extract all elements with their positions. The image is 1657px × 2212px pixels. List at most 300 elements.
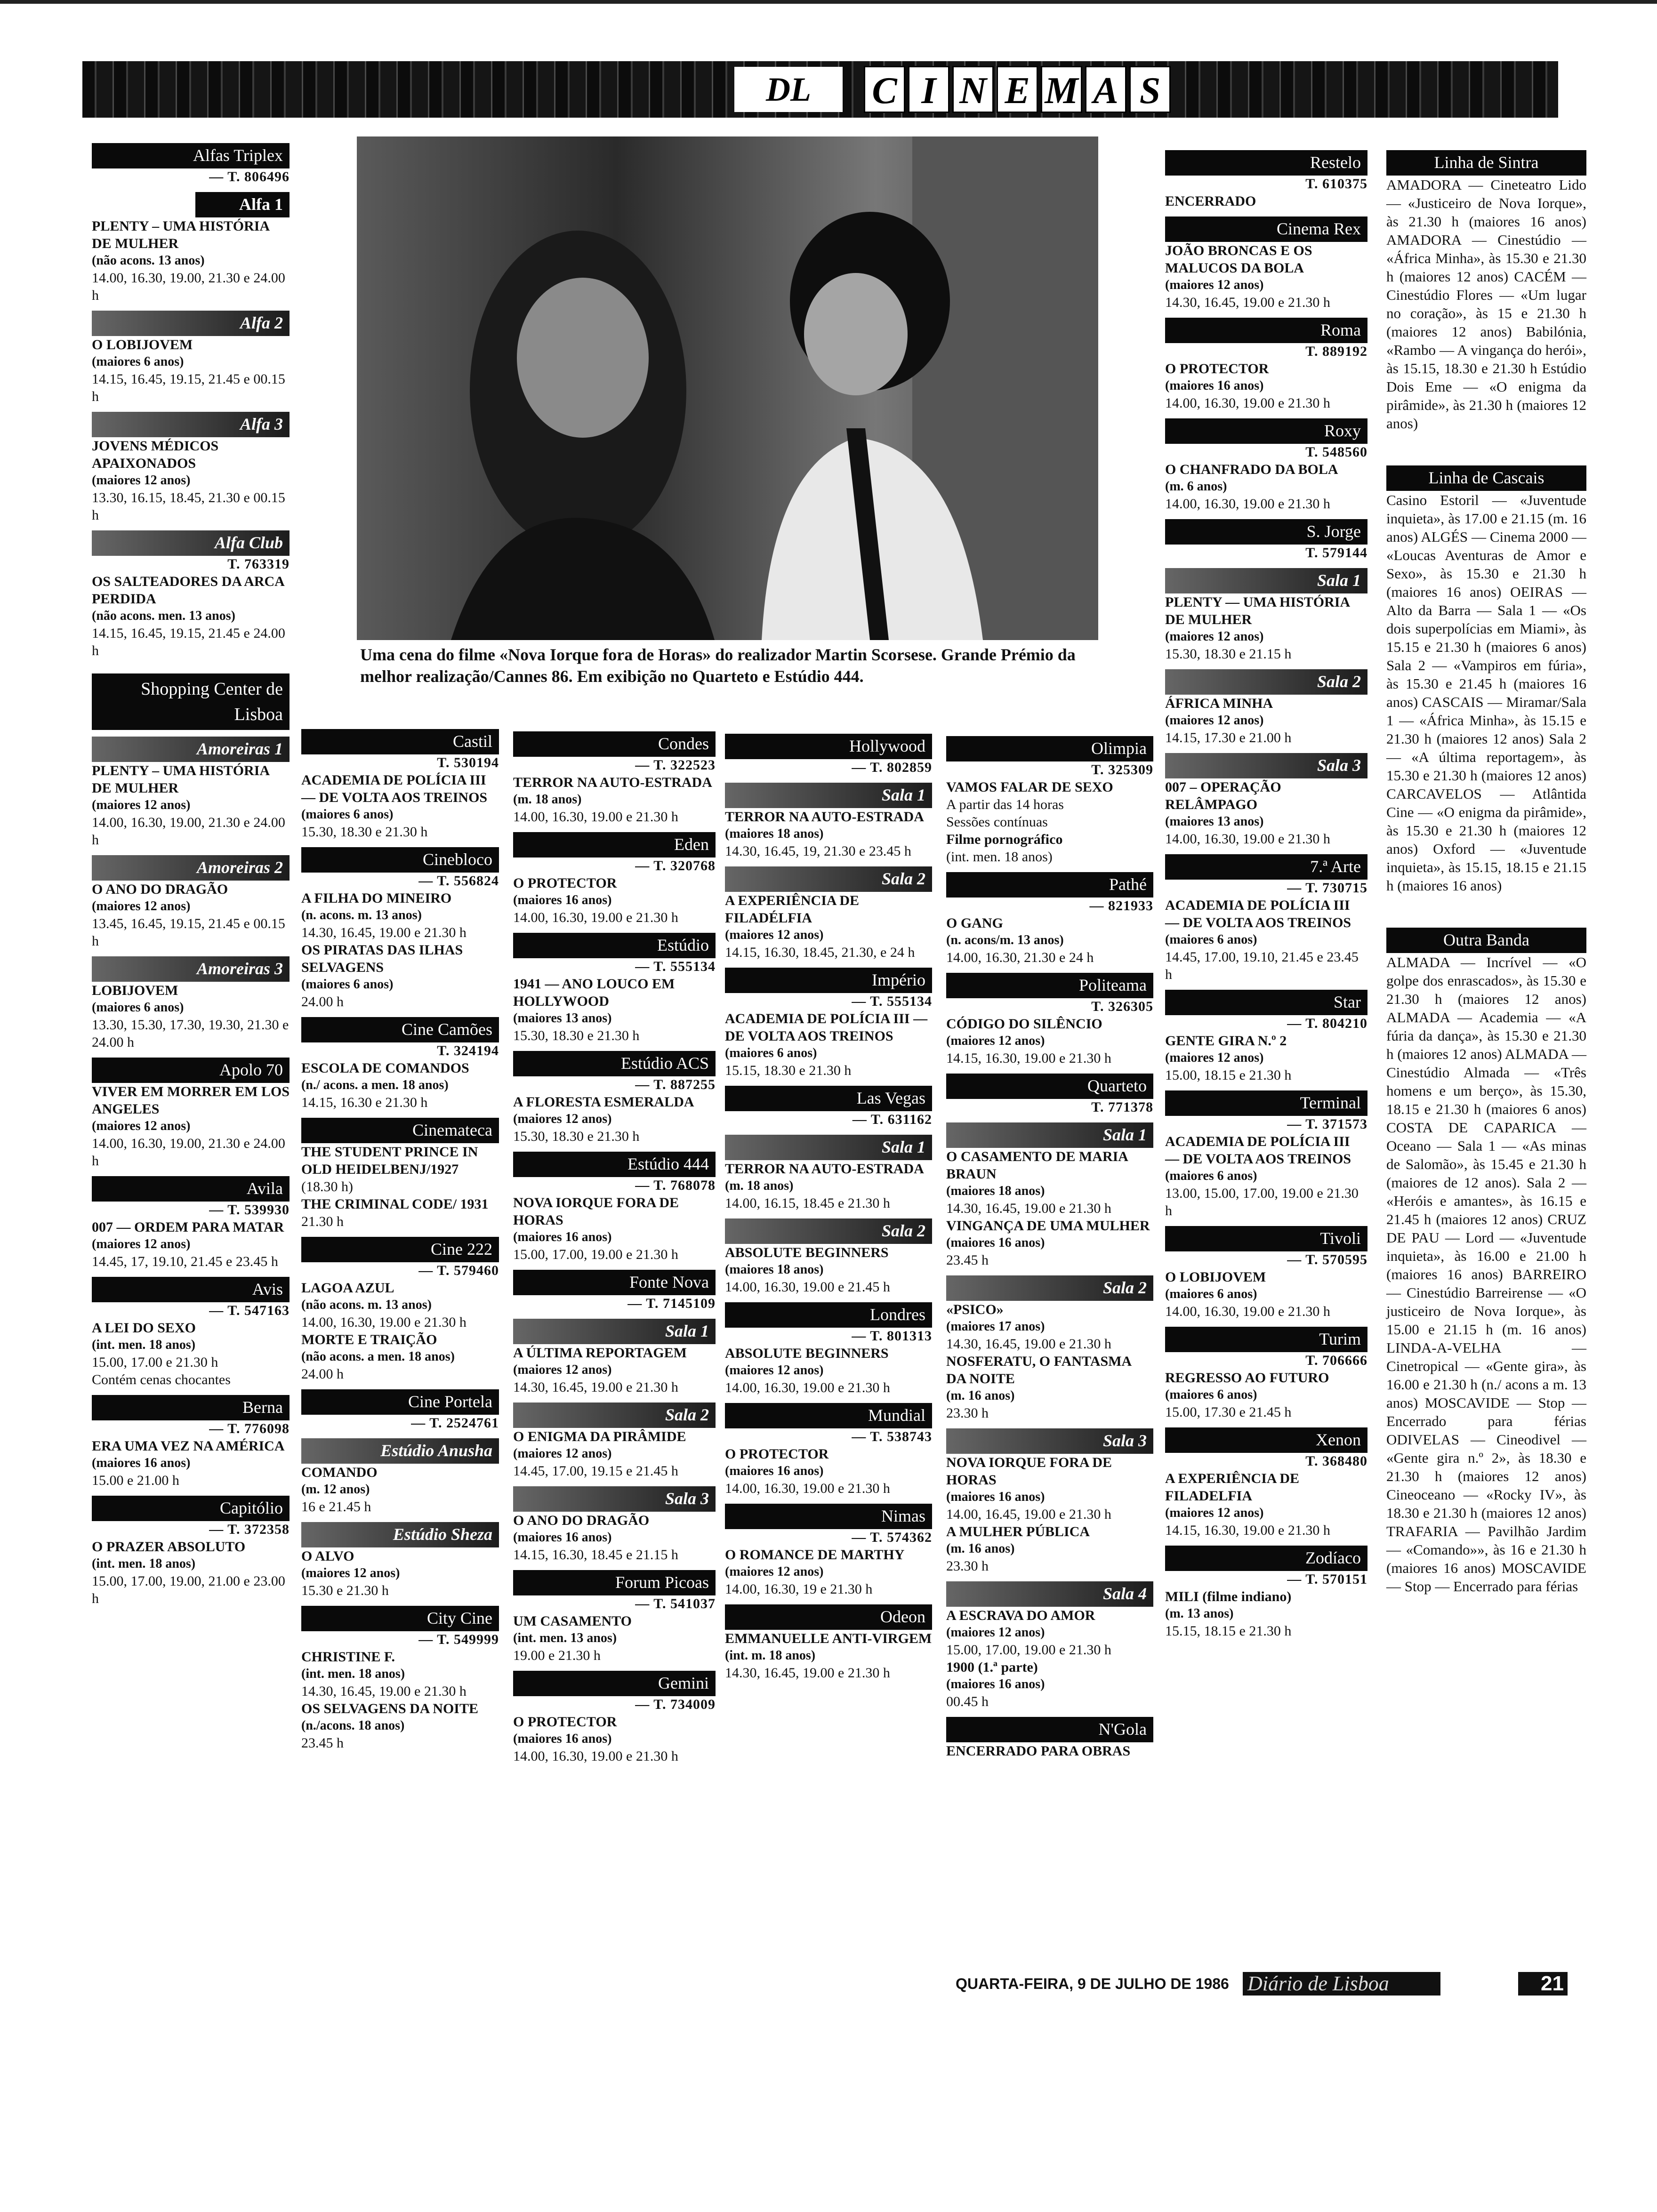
film-title: JOVENS MÉDICOS APAIXONADOS: [92, 438, 219, 471]
cinema-header: Sala 2: [725, 866, 932, 892]
film-title: A ESCRAVA DO AMOR: [946, 1608, 1095, 1623]
age-rating: (maiores 12 anos): [725, 928, 824, 942]
title-letter: A: [1085, 66, 1126, 113]
film-title: VINGANÇA DE UMA MULHER: [946, 1218, 1150, 1234]
age-rating: (maiores 18 anos): [946, 1184, 1045, 1198]
showtimes: 14.15, 16.45, 19.15, 21.45 e 24.00 h: [92, 625, 285, 658]
page-top-rule: [0, 0, 1657, 4]
cinema-header: Sala 1: [725, 783, 932, 808]
film-still-photo: [357, 136, 1098, 640]
age-rating: (maiores 12 anos): [92, 899, 191, 914]
cinema-header: Pathé: [946, 872, 1153, 898]
cinema-header: Zodíaco: [1165, 1546, 1367, 1571]
age-rating: (maiores 12 anos): [92, 798, 191, 812]
cinema-header: Avis: [92, 1277, 290, 1302]
cinema-phone: — 821933: [1089, 898, 1153, 914]
cinema-phone: — T. 555134: [852, 994, 932, 1009]
page-footer: [956, 1971, 1577, 1996]
cinema-phone: — T. 804210: [1287, 1016, 1367, 1031]
age-rating: (maiores 16 anos): [1165, 378, 1264, 393]
age-rating: (int. m. 18 anos): [725, 1648, 816, 1663]
region-header: Linha de Cascais: [1386, 465, 1586, 491]
page-number: 21: [1518, 1972, 1568, 1996]
film-title: O LOBIJOVEM: [1165, 1269, 1266, 1285]
film-title: ENCERRADO PARA OBRAS: [946, 1743, 1131, 1759]
film-title: O ENIGMA DA PIRÂMIDE: [513, 1429, 686, 1444]
age-rating: (n. acons. m. 13 anos): [301, 908, 422, 922]
cinema-header: Cine Portela: [301, 1389, 499, 1415]
showtimes: 14.00, 16.30, 19.00 e 21.30 h: [513, 1748, 678, 1764]
cinema-header: Cinemateca: [301, 1118, 499, 1143]
cinema-header: Apolo 70: [92, 1058, 290, 1083]
cinema-phone: T. 771378: [1091, 1099, 1153, 1115]
age-rating: (maiores 12 anos): [725, 1363, 824, 1378]
film-info: Sessões contínuas: [946, 814, 1048, 830]
age-rating: (maiores 12 anos): [725, 1564, 824, 1579]
age-rating: (maiores 13 anos): [513, 1011, 612, 1026]
cinema-header: Capitólio: [92, 1496, 290, 1521]
film-title: EMMANUELLE ANTI-VIRGEM: [725, 1631, 932, 1646]
age-rating: (maiores 6 anos): [1165, 1169, 1257, 1183]
showtimes: 15.15, 18.15 e 21.30 h: [1165, 1623, 1292, 1639]
showtimes: 14.15, 16.30, 18.45, 21.30, e 24 h: [725, 945, 915, 960]
showtimes: 15.30, 18.30 e 21.30 h: [301, 824, 428, 840]
age-rating: (m. 16 anos): [946, 1541, 1015, 1556]
film-title: PLENTY — UMA HISTÓRIA DE MULHER: [1165, 594, 1350, 627]
cinema-header: Cine 222: [301, 1237, 499, 1262]
cinema-phone: — T. 734009: [635, 1697, 716, 1712]
cinema-header: S. Jorge: [1165, 519, 1367, 545]
cinema-header: Cine Camões: [301, 1017, 499, 1042]
film-title: COMANDO: [301, 1465, 378, 1480]
cinema-header: Mundial: [725, 1403, 932, 1428]
film-title: ABSOLUTE BEGINNERS: [725, 1245, 889, 1260]
showtimes: 13.30, 16.15, 18.45, 21.30 e 00.15 h: [92, 490, 285, 523]
cinema-header: Alfas Triplex: [92, 143, 290, 168]
photo-caption: Uma cena do filme «Nova Iorque fora de Horas» do realizador Martin Scorsese. Grande Prémio da melhor realização/Cannes 86. Em exibição no Quarteto e Estúdio 444.: [360, 645, 1076, 686]
cinema-phone: — T. 538743: [852, 1429, 932, 1444]
cinema-header: Estúdio 444: [513, 1152, 716, 1177]
showtimes: 15.00, 17.00, 19.00, 21.00 e 23.00 h: [92, 1573, 285, 1606]
age-rating: (int. men. 18 anos): [946, 849, 1053, 865]
film-title: ABSOLUTE BEGINNERS: [725, 1346, 889, 1361]
showtimes: 14.00, 16.30, 19.00, 21.30 e 24.00 h: [92, 1136, 285, 1169]
cinema-phone: — T. 2524761: [411, 1415, 499, 1431]
cinema-header: Sala 1: [1165, 568, 1367, 593]
film-title: O CASAMENTO DE MARIA BRAUN: [946, 1149, 1128, 1182]
showtimes: 14.30, 16.45, 19.00 e 21.30 h: [946, 1336, 1111, 1352]
showtimes: 14.00, 16.15, 18.45 e 21.30 h: [725, 1195, 890, 1211]
section-title: [864, 66, 1171, 113]
showtimes: 14.30, 16.45, 19.00 e 21.30 h: [946, 1201, 1111, 1216]
cinema-phone: T. 368480: [1305, 1453, 1367, 1469]
age-rating: (maiores 12 anos): [92, 1237, 191, 1251]
cinema-header: Alfa 3: [92, 412, 290, 437]
cinema-header: Politeama: [946, 973, 1153, 998]
film-title: JOÃO BRONCAS E OS MALUCOS DA BOLA: [1165, 243, 1312, 276]
showtimes: 14.00, 16.30, 19.00 e 21.30 h: [513, 809, 678, 825]
showtimes: 14.00, 16.30, 19.00 e 21.30 h: [725, 1481, 890, 1496]
showtimes: 15.00, 17.00, 19.00 e 21.30 h: [946, 1642, 1111, 1658]
age-rating: (maiores 6 anos): [92, 1000, 184, 1015]
section-header: [82, 61, 1558, 118]
showtimes: 15.30 e 21.30 h: [301, 1583, 389, 1598]
cinema-phone: T. 530194: [437, 755, 499, 770]
cinema-phone: — T. 322523: [635, 757, 716, 773]
cinema-header: Roxy: [1165, 418, 1367, 444]
showtimes: 24.00 h: [301, 1366, 344, 1382]
showtimes: 14.30, 16.45, 19, 21.30 e 23.45 h: [725, 843, 911, 859]
film-title: 007 – OPERAÇÃO RELÂMPAGO: [1165, 779, 1281, 812]
cinema-phone: — T. 570595: [1287, 1252, 1367, 1267]
film-title: NOVA IORQUE FORA DE HORAS: [946, 1455, 1112, 1488]
cinema-header: Sala 1: [513, 1319, 716, 1344]
showtimes: 14.30, 16.45, 19.00 e 21.30 h: [1165, 295, 1330, 310]
film-title: Filme pornográfico: [946, 832, 1063, 847]
cinema-header: Tivoli: [1165, 1226, 1367, 1251]
film-note: Contém cenas chocantes: [92, 1372, 231, 1387]
film-title: «PSICO»: [946, 1302, 1004, 1317]
cinema-header: Sala 3: [1165, 753, 1367, 778]
film-title: UM CASAMENTO: [513, 1613, 632, 1629]
age-rating: (maiores 12 anos): [946, 1034, 1045, 1048]
cinema-header: Castil: [301, 729, 499, 754]
cinema-phone: T. 326305: [1091, 999, 1153, 1014]
cinema-header: N'Gola: [946, 1717, 1153, 1742]
cinema-header: Olimpia: [946, 736, 1153, 761]
region-listing: Casino Estoril — «Juventude inquieta», às 17.00 e 21.15 (m. 16 anos) ALGÉS — Cinema 2000 — «Loucas Aventuras de Amor e Sexo», às 15.30 e 21.30 h (maiores 16 anos) OEIRAS — Alto da Barra — Sala 1 — «Os dois superpolícias em Miami», às 15.15 e 21.30 h (maiores 6 anos) Sala 2 — «Vampiros em fúria», às 15.30 e 21.45 h (maiores 16 anos) CASCAIS — Miramar/Sala 1 — «África Minha», às 15.15 e 21.30 h (maiores 12 anos) Sala 2 — «A última reportagem», às 15.30 e 21.30 h (maiores 12 anos) CARCAVELOS — Atlântida Cine — «O enigma da pirâmide», às 15.30 e 21.30 h (maiores 12 anos) Oxford — «Juventude inquieta», às 15.15, 18.15 e 21.15 h (maiores 16 anos): [1386, 492, 1586, 894]
age-rating: (n./acons. 18 anos): [301, 1718, 405, 1733]
cinema-phone: T. 763319: [227, 556, 290, 572]
age-rating: (maiores 12 anos): [1165, 1050, 1264, 1065]
title-letter: M: [1041, 66, 1082, 113]
cinema-header: Alfa 2: [92, 311, 290, 336]
cinema-header: Alfa Club: [92, 530, 290, 556]
film-title: O ROMANCE DE MARTHY: [725, 1547, 905, 1563]
cinema-phone: — T. 579460: [418, 1263, 499, 1278]
film-title: OS SELVAGENS DA NOITE: [301, 1701, 478, 1716]
film-info: A partir das 14 horas: [946, 797, 1064, 812]
film-title: O CHANFRADO DA BOLA: [1165, 462, 1338, 477]
film-title: ACADEMIA DE POLÍCIA III — DE VOLTA AOS TREINOS: [1165, 1134, 1351, 1167]
film-title: A EXPERIÊNCIA DE FILADELFIA: [1165, 1471, 1300, 1504]
showtimes: 15.30, 18.30 e 21.15 h: [1165, 646, 1292, 662]
film-title: 007 — ORDEM PARA MATAR: [92, 1219, 284, 1235]
age-rating: (não acons. 13 anos): [92, 253, 205, 268]
showtimes: 23.45 h: [946, 1252, 989, 1268]
showtimes: 15.00, 17.00, 19.00 e 21.30 h: [513, 1247, 678, 1262]
showtimes: 14.15, 16.30, 19.00 e 21.30 h: [946, 1050, 1111, 1066]
showtimes: 14.00, 16.30, 19.00 e 21.30 h: [1165, 831, 1330, 847]
age-rating: (maiores 18 anos): [725, 826, 824, 841]
cinema-phone: — T. 631162: [852, 1112, 932, 1127]
age-rating: (maiores 12 anos): [1165, 713, 1264, 728]
showtimes: 15.30, 18.30 e 21.30 h: [513, 1129, 640, 1144]
showtimes: 15.00, 17.00 e 21.30 h: [92, 1354, 218, 1370]
age-rating: (não acons. m. 13 anos): [301, 1298, 432, 1312]
cinema-header: Império: [725, 968, 932, 993]
cinema-header: Sala 1: [946, 1122, 1153, 1148]
showtimes: 14.00, 16.30, 19 e 21.30 h: [725, 1581, 873, 1597]
cinema-header: Sala 1: [725, 1135, 932, 1160]
cinema-header: Shopping Center de Lisboa: [92, 673, 290, 730]
film-title: A MULHER PÚBLICA: [946, 1524, 1090, 1539]
film-title: PLENTY – UMA HISTÓRIA DE MULHER: [92, 763, 269, 796]
cinema-header: Estúdio ACS: [513, 1051, 716, 1076]
film-title: ÁFRICA MINHA: [1165, 696, 1273, 711]
age-rating: (m. 12 anos): [301, 1482, 370, 1497]
showtimes: 14.30, 16.45, 19.00 e 21.30 h: [725, 1665, 890, 1681]
film-title: MILI (filme indiano): [1165, 1589, 1292, 1604]
showtimes: 16 e 21.45 h: [301, 1499, 371, 1515]
film-title: ACADEMIA DE POLÍCIA III — DE VOLTA AOS TREINOS: [1165, 898, 1351, 930]
showtimes: 14.00, 16.45, 19.00 e 21.30 h: [946, 1507, 1111, 1522]
film-title: A EXPERIÊNCIA DE FILADÉLFIA: [725, 893, 860, 926]
cinema-phone: T. 706666: [1305, 1353, 1367, 1368]
region-listing: ALMADA — Incrível — «O golpe dos enrascados», às 15.30 e 21.30 h (maiores 12 anos) ALMADA — Academia — «A fúria da dança», às 15.30 e 21.30 h (maiores 12 anos) ALMADA — Cinestúdio Almada — «Três homens e um berço», às 15.30, 18.15 e 21.30 h (maiores 6 anos) COSTA DE CAPARICA — Oceano — Sala 1 — «As minas de Salomão», às 15.45 e 21.30 h (maiores de 12 anos). Sala 2 — «Heróis e amantes», às 16.15 e 21.45 h (maiores 12 anos) CRUZ DE PAU — Lord — «Juventude inquieta», às 16.00 e 21.00 h (maiores 16 anos) BARREIRO — Cinestúdio Barreirense — «O justiceiro de Nova Iorque», às 15.00 e 21.15 h (m. 16 anos) LINDA-A-VELHA — Cinetropical — «Gente gira», às 16.00 e 21.30 h (n./ acons a m. 13 anos) MOSCAVIDE — Stop — Encerrado para férias ODIVELAS — Cineodivel — «Gente gira n.º 2», às 18.30 e 21.30 h (maiores 12 anos) Cineoceano — «Rocky IV», às 18.30 e 21.30 h (maiores 12 anos) TRAFARIA — Pavilhão Jardim — «Comando»», às 16 e 21.30 h (maiores 16 anos) MOSCAVIDE — Stop — Encerrado para férias: [1386, 954, 1586, 1595]
showtimes: 14.00, 16.30, 19.00, 21.30 e 24.00 h: [92, 815, 285, 848]
film-title: LOBIJOVEM: [92, 983, 178, 998]
showtimes: 00.45 h: [946, 1694, 989, 1709]
cinema-header: Estúdio Sheza: [301, 1522, 499, 1547]
film-title: VAMOS FALAR DE SEXO: [946, 779, 1113, 795]
cinema-header: Estúdio: [513, 933, 716, 958]
film-title: GENTE GIRA N.º 2: [1165, 1033, 1287, 1049]
age-rating: (maiores 18 anos): [725, 1262, 824, 1277]
age-rating: (m. 13 anos): [1165, 1606, 1234, 1621]
title-letter: N: [952, 66, 994, 113]
film-title: ESCOLA DE COMANDOS: [301, 1060, 469, 1076]
showtimes: 14.15, 16.30 e 21.30 h: [301, 1095, 428, 1110]
showtimes: 14.00, 16.30, 19.00 e 21.30 h: [1165, 496, 1330, 512]
cinema-header: Berna: [92, 1395, 290, 1420]
cinema-header: Odeon: [725, 1604, 932, 1630]
showtimes: 14.30, 16.45, 19.00 e 21.30 h: [513, 1379, 678, 1395]
cinema-phone: — T. 371573: [1287, 1116, 1367, 1132]
film-title: O PROTECTOR: [513, 875, 617, 891]
cinema-phone: — T. 574362: [852, 1530, 932, 1545]
cinema-header: Avila: [92, 1176, 290, 1202]
age-rating: (maiores 16 anos): [946, 1677, 1045, 1691]
showtimes: 15.15, 18.30 e 21.30 h: [725, 1063, 852, 1078]
cinema-header: Hollywood: [725, 734, 932, 759]
cinema-header: Sala 2: [1165, 669, 1367, 695]
film-title: TERROR NA AUTO-ESTRADA: [725, 809, 924, 825]
age-rating: (maiores 6 anos): [1165, 932, 1257, 947]
film-title: A ÚLTIMA REPORTAGEM: [513, 1345, 687, 1361]
film-title: ERA UMA VEZ NA AMÉRICA: [92, 1438, 285, 1454]
cinema-header: Restelo: [1165, 150, 1367, 176]
cinema-header: Las Vegas: [725, 1086, 932, 1111]
age-rating: (int. men. 18 anos): [92, 1338, 196, 1352]
cinema-phone: — T. 801313: [852, 1328, 932, 1344]
showtimes: 13.30, 15.30, 17.30, 19.30, 21.30 e 24.00 h: [92, 1017, 289, 1050]
showtimes: 21.30 h: [301, 1214, 344, 1229]
film-title: ENCERRADO: [1165, 193, 1256, 209]
cinema-phone: — T. 556824: [418, 873, 499, 889]
cinema-phone: T. 579144: [1305, 545, 1367, 561]
region-header: Outra Banda: [1386, 928, 1586, 953]
showtimes: 14.00, 16.30, 19.00 e 21.30 h: [1165, 1304, 1330, 1319]
showtimes: 13.45, 16.45, 19.15, 21.45 e 00.15 h: [92, 916, 285, 949]
showtimes: 23.45 h: [301, 1735, 344, 1751]
cinema-phone: — T. 549999: [418, 1632, 499, 1647]
cinema-phone: T. 548560: [1305, 444, 1367, 460]
cinema-phone: — T. 372358: [209, 1522, 290, 1537]
showtimes: 14.15, 16.30, 18.45 e 21.15 h: [513, 1547, 678, 1563]
film-title: LAGOA AZUL: [301, 1280, 394, 1296]
age-rating: (m. 18 anos): [725, 1178, 794, 1193]
showtimes: 14.45, 17.00, 19.15 e 21.45 h: [513, 1463, 678, 1479]
age-rating: (maiores 6 anos): [1165, 1387, 1257, 1402]
age-rating: (maiores 12 anos): [1165, 1506, 1264, 1520]
age-rating: (maiores 6 anos): [725, 1046, 817, 1060]
column-4: [725, 727, 932, 1682]
paper-name: Diário de Lisboa: [1243, 1972, 1440, 1996]
film-title: MORTE E TRAIÇÃO: [301, 1332, 437, 1347]
showtimes: 14.00, 16.30, 19.00 e 21.30 h: [513, 910, 678, 925]
cinema-header: Amoreiras 2: [92, 855, 290, 881]
film-title: THE STUDENT PRINCE IN OLD HEIDELBENJ/1927: [301, 1144, 478, 1177]
age-rating: (maiores 16 anos): [513, 893, 612, 907]
film-title: O ALVO: [301, 1548, 354, 1564]
age-rating: (maiores 16 anos): [92, 1456, 191, 1470]
film-title: OS PIRATAS DAS ILHAS SELVAGENS: [301, 942, 463, 975]
age-rating: (maiores 12 anos): [1165, 629, 1264, 644]
age-rating: (maiores 16 anos): [513, 1230, 612, 1244]
cinema-phone: T. 325309: [1091, 762, 1153, 777]
column-3: [513, 725, 716, 1765]
cinema-header: Sala 2: [725, 1218, 932, 1244]
issue-date: QUARTA-FEIRA, 9 DE JULHO DE 1986: [956, 1975, 1229, 1992]
cinema-header: Forum Picoas: [513, 1570, 716, 1595]
cinema-header: Nimas: [725, 1504, 932, 1529]
age-rating: (maiores 16 anos): [946, 1235, 1045, 1250]
cinema-header: Star: [1165, 990, 1367, 1015]
cinema-phone: — T. 547163: [209, 1303, 290, 1318]
age-rating: (int. men. 13 anos): [513, 1631, 617, 1645]
cinema-phone: — T. 887255: [635, 1077, 716, 1092]
age-rating: (maiores 6 anos): [301, 977, 394, 992]
paper-logo: DL: [734, 67, 843, 112]
showtimes: 13.00, 15.00, 17.00, 19.00 e 21.30 h: [1165, 1186, 1359, 1218]
age-rating: (maiores 13 anos): [1165, 814, 1264, 829]
film-title: CHRISTINE F.: [301, 1649, 395, 1665]
film-title: PLENTY – UMA HISTÓRIA DE MULHER: [92, 218, 269, 251]
showtimes: 23.30 h: [946, 1558, 989, 1574]
film-title: REGRESSO AO FUTURO: [1165, 1370, 1329, 1386]
cinema-header: Sala 4: [946, 1581, 1153, 1607]
age-rating: (int. men. 18 anos): [92, 1556, 196, 1571]
cinema-header: Condes: [513, 731, 716, 757]
cinema-header: Cinema Rex: [1165, 216, 1367, 242]
age-rating: (maiores 16 anos): [513, 1731, 612, 1746]
age-rating: (maiores 6 anos): [92, 354, 184, 369]
showtimes: 14.45, 17, 19.10, 21.45 e 23.45 h: [92, 1254, 278, 1269]
showtimes: 14.00, 16.30, 19.00 e 21.30 h: [301, 1314, 467, 1330]
showtimes: 24.00 h: [301, 994, 344, 1010]
cinema-header: Cinebloco: [301, 847, 499, 873]
age-rating: (maiores 16 anos): [513, 1530, 612, 1545]
cinema-header: Londres: [725, 1302, 932, 1328]
cinema-phone: — T. 776098: [209, 1421, 290, 1436]
showtimes: 19.00 e 21.30 h: [513, 1648, 601, 1663]
showtimes: 14.30, 16.45, 19.00 e 21.30 h: [301, 925, 467, 940]
showtimes: 14.30, 16.45, 19.00 e 21.30 h: [301, 1683, 467, 1699]
cinema-header: Terminal: [1165, 1090, 1367, 1116]
age-rating: (maiores 17 anos): [946, 1319, 1045, 1334]
cinema-phone: — T. 539930: [209, 1202, 290, 1218]
showtimes: 14.15, 16.45, 19.15, 21.45 e 00.15 h: [92, 371, 285, 404]
age-rating: (m. 18 anos): [513, 792, 582, 807]
showtimes: 15.30, 18.30 e 21.30 h: [513, 1028, 640, 1043]
age-rating: (maiores 6 anos): [301, 807, 394, 822]
film-title: O LOBIJOVEM: [92, 337, 193, 353]
film-title: A FILHA DO MINEIRO: [301, 890, 452, 906]
age-rating: (maiores 12 anos): [301, 1566, 400, 1580]
cinema-phone: — T. 7145109: [627, 1296, 716, 1311]
cinema-phone: T. 610375: [1305, 176, 1367, 192]
cinema-header: 7.ª Arte: [1165, 854, 1367, 880]
film-still-image: [357, 136, 1098, 640]
film-title: TERROR NA AUTO-ESTRADA: [513, 775, 712, 790]
showtimes: 14.15, 16.30, 19.00 e 21.30 h: [1165, 1523, 1330, 1538]
title-letter: I: [908, 66, 949, 113]
cinema-header: City Cine: [301, 1606, 499, 1631]
cinema-phone: — T. 320768: [635, 858, 716, 874]
age-rating: (maiores 12 anos): [946, 1625, 1045, 1640]
age-rating: (maiores 16 anos): [725, 1464, 824, 1478]
cinema-phone: — T. 806496: [209, 169, 290, 184]
age-rating: (m. 16 anos): [946, 1388, 1015, 1403]
cinema-phone: — T. 802859: [852, 760, 932, 775]
film-title: O PROTECTOR: [725, 1446, 829, 1462]
film-title: 1941 — ANO LOUCO EM HOLLYWOOD: [513, 976, 675, 1009]
film-title: 1900 (1.ª parte): [946, 1659, 1038, 1675]
cinema-header: Sala 2: [946, 1275, 1153, 1301]
cinema-phone: T. 889192: [1305, 344, 1367, 359]
film-title: A FLORESTA ESMERALDA: [513, 1094, 694, 1110]
showtimes: 15.00 e 21.00 h: [92, 1473, 179, 1488]
age-rating: (maiores 12 anos): [513, 1112, 612, 1126]
column-6: [1165, 144, 1367, 1640]
cinema-header: Amoreiras 1: [92, 737, 290, 762]
film-title: THE CRIMINAL CODE/ 1931: [301, 1196, 489, 1212]
age-rating: (não acons. a men. 18 anos): [301, 1349, 455, 1364]
showtimes: 14.00, 16.30, 19.00 e 21.45 h: [725, 1279, 890, 1295]
showtimes: 15.00, 18.15 e 21.30 h: [1165, 1067, 1292, 1083]
film-title: O PROTECTOR: [1165, 361, 1269, 377]
age-rating: (maiores 12 anos): [92, 1119, 191, 1133]
film-title: ACADEMIA DE POLÍCIA III — DE VOLTA AOS TREINOS: [725, 1011, 928, 1044]
film-title: O GANG: [946, 915, 1003, 931]
cinema-header: Alfa 1: [195, 192, 290, 217]
showtimes: 14.45, 17.00, 19.10, 21.45 e 23.45 h: [1165, 949, 1359, 982]
cinema-header: Sala 3: [513, 1486, 716, 1512]
age-rating: (n. acons/m. 13 anos): [946, 933, 1064, 947]
showtimes: (18.30 h): [301, 1179, 353, 1194]
film-title: O PRAZER ABSOLUTO: [92, 1539, 246, 1555]
age-rating: (maiores 12 anos): [92, 473, 191, 488]
showtimes: 14.00, 16.30, 19.00 e 21.30 h: [1165, 395, 1330, 411]
column-1: [92, 136, 290, 1607]
showtimes: 14.00, 16.30, 19.00 e 21.30 h: [725, 1380, 890, 1395]
film-title: VIVER EM MORRER EM LOS ANGELES: [92, 1084, 290, 1117]
cinema-header: Estúdio Anusha: [301, 1438, 499, 1464]
cinema-header: Eden: [513, 832, 716, 858]
film-title: O ANO DO DRAGÃO: [92, 882, 228, 897]
showtimes: 14.00, 16.30, 21.30 e 24 h: [946, 950, 1094, 965]
